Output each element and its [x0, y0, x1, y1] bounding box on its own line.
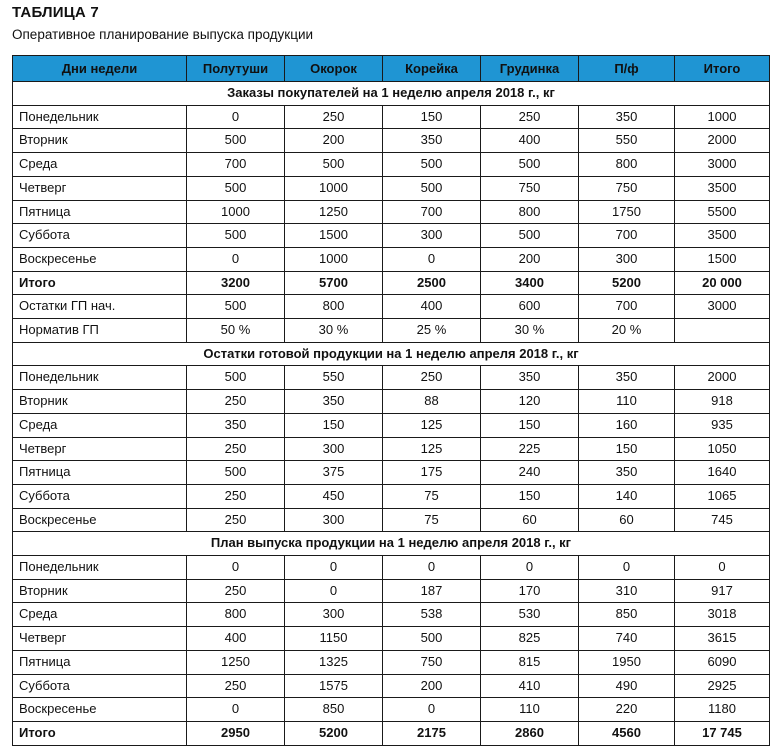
table-cell: 1950 — [579, 650, 675, 674]
table-cell: 538 — [383, 603, 481, 627]
table-cell: 935 — [675, 413, 770, 437]
section-heading: Остатки готовой продукции на 1 неделю апреля 2018 г., кг — [13, 342, 770, 366]
table-cell: 750 — [383, 650, 481, 674]
table-cell: 450 — [285, 484, 383, 508]
table-row — [13, 153, 770, 177]
column-header-total: Итого — [675, 56, 770, 82]
table-cell: 2860 — [481, 721, 579, 745]
row-label: Среда — [13, 153, 187, 177]
table-row — [13, 556, 770, 580]
table-row — [13, 129, 770, 153]
table-cell: 200 — [383, 674, 481, 698]
table-cell: 350 — [187, 413, 285, 437]
table-cell: 500 — [383, 627, 481, 651]
table-row — [13, 105, 770, 129]
section-heading: План выпуска продукции на 1 неделю апреля 2018 г., кг — [13, 532, 770, 556]
table-cell: 4560 — [579, 721, 675, 745]
table-cell: 175 — [383, 461, 481, 485]
table-cell: 150 — [481, 484, 579, 508]
table-row — [13, 650, 770, 674]
table-cell: 220 — [579, 698, 675, 722]
table-cell: 700 — [187, 153, 285, 177]
table-cell: 300 — [285, 603, 383, 627]
section-heading-row — [13, 532, 770, 556]
table-cell: 0 — [579, 556, 675, 580]
row-label: Воскресенье — [13, 247, 187, 271]
row-label: Пятница — [13, 461, 187, 485]
table-cell: 1000 — [675, 105, 770, 129]
table-cell: 240 — [481, 461, 579, 485]
table-cell: 400 — [187, 627, 285, 651]
table-cell: 310 — [579, 579, 675, 603]
table-cell: 490 — [579, 674, 675, 698]
section-heading-row — [13, 342, 770, 366]
table-cell: 1180 — [675, 698, 770, 722]
table-cell: 0 — [383, 247, 481, 271]
table-cell: 0 — [383, 698, 481, 722]
table-cell: 1000 — [187, 200, 285, 224]
table-subtitle: Оперативное планирование выпуска продукции — [12, 27, 314, 42]
table-cell: 2950 — [187, 721, 285, 745]
table-cell: 88 — [383, 390, 481, 414]
table-cell: 3500 — [675, 224, 770, 248]
row-label: Понедельник — [13, 105, 187, 129]
table-cell: 1050 — [675, 437, 770, 461]
table-cell: 110 — [481, 698, 579, 722]
table-cell: 3615 — [675, 627, 770, 651]
table-cell: 2175 — [383, 721, 481, 745]
table-cell: 250 — [187, 484, 285, 508]
table-row — [13, 579, 770, 603]
row-label: Суббота — [13, 224, 187, 248]
row-label: Пятница — [13, 650, 187, 674]
table-cell: 1250 — [285, 200, 383, 224]
table-cell: 350 — [481, 366, 579, 390]
table-cell: 350 — [579, 461, 675, 485]
table-row — [13, 319, 770, 343]
table-cell: 0 — [383, 556, 481, 580]
table-cell: 3400 — [481, 271, 579, 295]
table-cell: 750 — [481, 176, 579, 200]
table-cell: 150 — [481, 413, 579, 437]
table-cell: 250 — [481, 105, 579, 129]
table-cell: 350 — [579, 105, 675, 129]
table-cell: 600 — [481, 295, 579, 319]
table-cell: 530 — [481, 603, 579, 627]
table-row — [13, 413, 770, 437]
table-row — [13, 200, 770, 224]
table-row — [13, 437, 770, 461]
column-header-koreika: Корейка — [383, 56, 481, 82]
table-cell: 5500 — [675, 200, 770, 224]
table-cell: 500 — [187, 176, 285, 200]
table-cell: 140 — [579, 484, 675, 508]
table-cell: 75 — [383, 508, 481, 532]
total-row — [13, 271, 770, 295]
table-cell: 550 — [579, 129, 675, 153]
column-header-pf: П/ф — [579, 56, 675, 82]
table-cell: 1575 — [285, 674, 383, 698]
header-row — [13, 56, 770, 82]
table-cell: 0 — [187, 247, 285, 271]
table-cell: 500 — [481, 153, 579, 177]
table-cell: 110 — [579, 390, 675, 414]
production-planning-table — [12, 55, 770, 746]
table-cell: 60 — [579, 508, 675, 532]
table-cell — [675, 319, 770, 343]
row-label: Итого — [13, 271, 187, 295]
row-label: Среда — [13, 413, 187, 437]
table-cell: 250 — [285, 105, 383, 129]
table-cell: 800 — [481, 200, 579, 224]
table-cell: 0 — [187, 556, 285, 580]
table-cell: 0 — [285, 556, 383, 580]
table-cell: 1000 — [285, 176, 383, 200]
table-cell: 917 — [675, 579, 770, 603]
table-row — [13, 674, 770, 698]
table-cell: 850 — [579, 603, 675, 627]
table-cell: 745 — [675, 508, 770, 532]
table-cell: 1325 — [285, 650, 383, 674]
table-cell: 300 — [383, 224, 481, 248]
table-cell: 20 % — [579, 319, 675, 343]
table-row — [13, 176, 770, 200]
table-cell: 20 000 — [675, 271, 770, 295]
table-title: ТАБЛИЦА 7 — [12, 4, 99, 21]
row-label: Четверг — [13, 627, 187, 651]
table-cell: 0 — [187, 105, 285, 129]
table-cell: 375 — [285, 461, 383, 485]
table-cell: 0 — [675, 556, 770, 580]
table-cell: 3200 — [187, 271, 285, 295]
table-cell: 3000 — [675, 295, 770, 319]
table-cell: 1750 — [579, 200, 675, 224]
column-header-grudinka: Грудинка — [481, 56, 579, 82]
table-cell: 75 — [383, 484, 481, 508]
table-cell: 800 — [579, 153, 675, 177]
table-cell: 6090 — [675, 650, 770, 674]
table-cell: 200 — [285, 129, 383, 153]
table-cell: 400 — [481, 129, 579, 153]
table-cell: 5200 — [579, 271, 675, 295]
table-cell: 250 — [187, 390, 285, 414]
table-cell: 550 — [285, 366, 383, 390]
table-cell: 740 — [579, 627, 675, 651]
table-row — [13, 390, 770, 414]
table-row — [13, 484, 770, 508]
table-cell: 700 — [579, 295, 675, 319]
row-label: Воскресенье — [13, 508, 187, 532]
table-cell: 5200 — [285, 721, 383, 745]
table-cell: 825 — [481, 627, 579, 651]
table-cell: 0 — [285, 579, 383, 603]
section-heading: Заказы покупателей на 1 неделю апреля 2018 г., кг — [13, 82, 770, 106]
table-cell: 410 — [481, 674, 579, 698]
table-cell: 500 — [285, 153, 383, 177]
column-header-okorok: Окорок — [285, 56, 383, 82]
table-cell: 250 — [187, 437, 285, 461]
table-cell: 25 % — [383, 319, 481, 343]
row-label: Четверг — [13, 176, 187, 200]
table-cell: 750 — [579, 176, 675, 200]
table-row — [13, 698, 770, 722]
table-cell: 5700 — [285, 271, 383, 295]
table-cell: 2500 — [383, 271, 481, 295]
table-cell: 350 — [579, 366, 675, 390]
table-cell: 1150 — [285, 627, 383, 651]
table-cell: 60 — [481, 508, 579, 532]
table-cell: 0 — [481, 556, 579, 580]
table-cell: 500 — [187, 129, 285, 153]
row-label: Понедельник — [13, 366, 187, 390]
table-cell: 2000 — [675, 366, 770, 390]
table-cell: 0 — [187, 698, 285, 722]
table-cell: 30 % — [285, 319, 383, 343]
table-cell: 800 — [285, 295, 383, 319]
table-cell: 30 % — [481, 319, 579, 343]
table-cell: 250 — [187, 579, 285, 603]
column-header-days: Дни недели — [13, 56, 187, 82]
row-label: Вторник — [13, 390, 187, 414]
row-label: Пятница — [13, 200, 187, 224]
table-cell: 300 — [285, 508, 383, 532]
row-label: Четверг — [13, 437, 187, 461]
row-label: Вторник — [13, 129, 187, 153]
table-cell: 250 — [383, 366, 481, 390]
table-cell: 850 — [285, 698, 383, 722]
table-cell: 300 — [579, 247, 675, 271]
table-body — [13, 82, 770, 746]
table-cell: 3018 — [675, 603, 770, 627]
table-cell: 500 — [187, 461, 285, 485]
table-cell: 1640 — [675, 461, 770, 485]
table-cell: 500 — [383, 176, 481, 200]
table-cell: 250 — [187, 508, 285, 532]
table-row — [13, 627, 770, 651]
row-label: Норматив ГП — [13, 319, 187, 343]
row-label: Вторник — [13, 579, 187, 603]
table-cell: 350 — [285, 390, 383, 414]
row-label: Воскресенье — [13, 698, 187, 722]
table-cell: 160 — [579, 413, 675, 437]
table-cell: 1250 — [187, 650, 285, 674]
table-cell: 815 — [481, 650, 579, 674]
table-cell: 125 — [383, 413, 481, 437]
table-cell: 400 — [383, 295, 481, 319]
table-cell: 150 — [285, 413, 383, 437]
table-cell: 170 — [481, 579, 579, 603]
table-cell: 500 — [187, 295, 285, 319]
table-row — [13, 295, 770, 319]
table-cell: 1500 — [675, 247, 770, 271]
table-cell: 2000 — [675, 129, 770, 153]
table-cell: 17 745 — [675, 721, 770, 745]
table-cell: 3500 — [675, 176, 770, 200]
row-label: Суббота — [13, 674, 187, 698]
row-label: Суббота — [13, 484, 187, 508]
table-cell: 800 — [187, 603, 285, 627]
table-row — [13, 224, 770, 248]
table-cell: 50 % — [187, 319, 285, 343]
table-cell: 250 — [187, 674, 285, 698]
table-header — [13, 56, 770, 82]
table-cell: 700 — [383, 200, 481, 224]
table-cell: 125 — [383, 437, 481, 461]
table-cell: 150 — [383, 105, 481, 129]
row-label: Итого — [13, 721, 187, 745]
table-cell: 187 — [383, 579, 481, 603]
table-cell: 1000 — [285, 247, 383, 271]
table-cell: 2925 — [675, 674, 770, 698]
table-row — [13, 366, 770, 390]
table-cell: 200 — [481, 247, 579, 271]
table-cell: 1500 — [285, 224, 383, 248]
table-row — [13, 603, 770, 627]
table-row — [13, 247, 770, 271]
table-cell: 3000 — [675, 153, 770, 177]
row-label: Остатки ГП нач. — [13, 295, 187, 319]
row-label: Среда — [13, 603, 187, 627]
row-label: Понедельник — [13, 556, 187, 580]
table-cell: 700 — [579, 224, 675, 248]
table-cell: 500 — [481, 224, 579, 248]
table-cell: 500 — [187, 366, 285, 390]
table-cell: 918 — [675, 390, 770, 414]
table-cell: 500 — [187, 224, 285, 248]
table-cell: 300 — [285, 437, 383, 461]
table-cell: 150 — [579, 437, 675, 461]
total-row — [13, 721, 770, 745]
table-cell: 225 — [481, 437, 579, 461]
table-row — [13, 508, 770, 532]
table-cell: 500 — [383, 153, 481, 177]
table-cell: 120 — [481, 390, 579, 414]
table-cell: 350 — [383, 129, 481, 153]
table-row — [13, 461, 770, 485]
table-cell: 1065 — [675, 484, 770, 508]
column-header-polutushi: Полутуши — [187, 56, 285, 82]
section-heading-row — [13, 82, 770, 106]
